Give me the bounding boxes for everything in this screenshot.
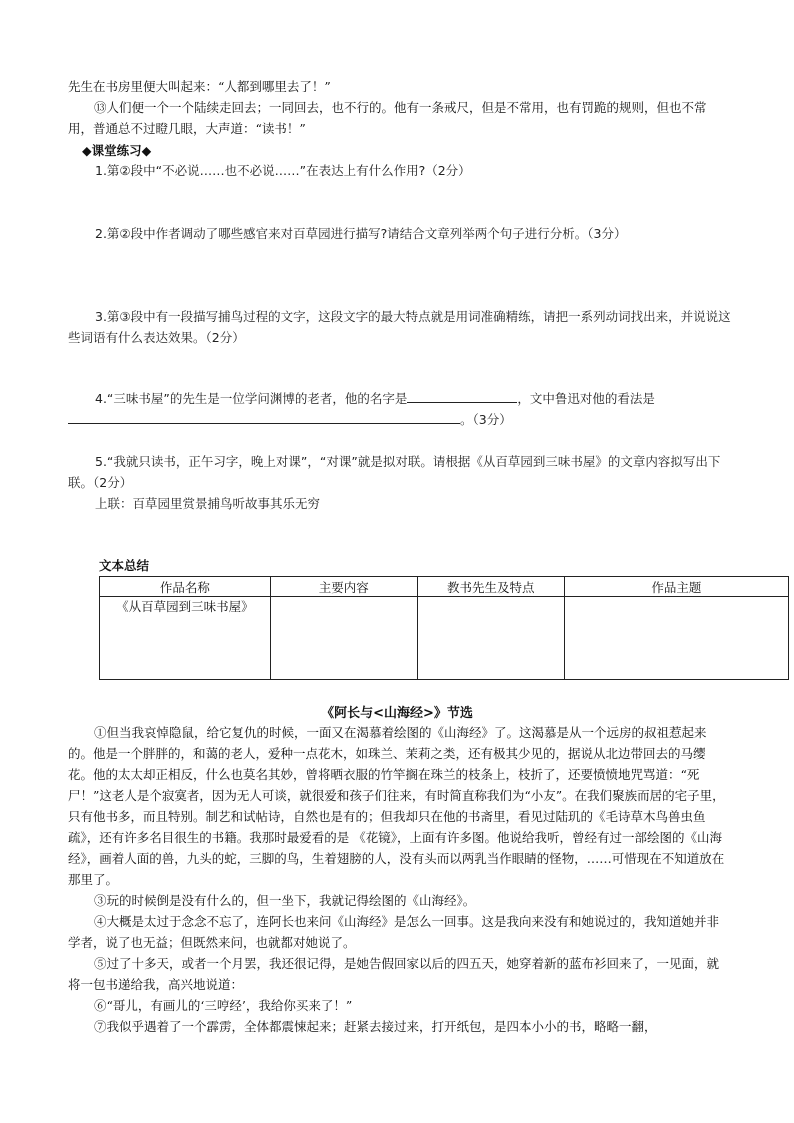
question-4-text-c: 。（3分） (460, 412, 512, 427)
summary-table-header-row (100, 577, 789, 597)
cell-theme[interactable] (564, 597, 788, 680)
paragraph-13: ⑬人们便一个一个陆续走回去；一同回去，也不行的。他有一条戒尺，但是不常用，也有罚跪的规则，但也不常用，普通总不过瞪几眼，大声道：“读书！” (68, 100, 707, 136)
passage-title: 《阿长与<山海经>》节选 (321, 706, 473, 721)
question-4-text-a: 4.“三味书屋”的先生是一位学问渊博的老者，他的名字是 (95, 391, 408, 406)
text-line-1: 先生在书房里便大叫起来：“人都到哪里去了！” (68, 79, 331, 94)
couplet-upper-line: 上联：百草园里赏景捕鸟听故事其乐无穷 (95, 496, 321, 511)
header-theme: 作品主题 (564, 577, 788, 597)
passage-paragraph-6: ⑥“哥儿，有画儿的‘三哼经’，我给你买来了！” (94, 998, 353, 1013)
summary-heading: 文本总结 (99, 558, 150, 573)
cell-work-name: 《从百草园到三味书屋》 (100, 597, 271, 680)
passage-paragraph-1: ①但当我哀悼隐鼠，给它复仇的时候，一面又在渴慕着绘图的《山海经》了。这渴慕是从一个远房的叔祖惹起来的。他是一个胖胖的，和蔼的老人，爱种一点花木，如珠兰、茉莉之类，还有极其少见的，据说从北边带回去的马缨花。他的太太却正相反，什么也莫名其妙，曾将晒衣服的竹竿搁在珠兰的枝条上，枝折了，还要愤愤地咒骂道：“死尸！”这老人是个寂寞者，因为无人可谈，就很爱和孩子们往来，有时简直称我们为“小友”。在我们聚族而居的宅子里，只有他书多，而且特别。制艺和试帖诗，自然也是有的；但我却只在他的书斋里，看见过陆玑的《毛诗草木鸟兽虫鱼疏》，还有许多名目很生的书籍。我那时最爱看的是 《花镜》，上面有许多图。他说给我听，曾经有过一部绘图的《山海经》，画着人面的兽，九头的蛇，三脚的鸟，生着翅膀的人，没有头而以两乳当作眼睛的怪物，……可惜现在不知道放在那里了。 (68, 725, 725, 887)
summary-table (99, 576, 789, 680)
teacher-opinion-blank[interactable] (68, 409, 460, 424)
header-main-content: 主要内容 (270, 577, 417, 597)
passage-paragraph-4: ④大概是太过于念念不忘了，连阿长也来问《山海经》是怎么一回事。这是我向来没有和她说过的，我知道她并非学者，说了也无益；但既然来问，也就都对她说了。 (68, 914, 720, 950)
cell-main-content[interactable] (270, 597, 417, 680)
summary-table-row (100, 597, 789, 680)
passage-paragraph-5: ⑤过了十多天，或者一个月罢，我还很记得，是她告假回家以后的四五天，她穿着新的蓝布衫回来了，一见面，就将一包书递给我，高兴地说道： (68, 956, 720, 992)
question-3: 3.第③段中有一段描写捕鸟过程的文字，这段文字的最大特点就是用词准确精练，请把一系列动词找出来，并说说这些词语有什么表达效果。（2分） (68, 309, 731, 345)
header-work-name: 作品名称 (100, 577, 271, 597)
question-5: 5.“我就只读书，正午习字，晚上对课”，“对课”就是拟对联。请根据《从百草园到三味书屋》的文章内容拟写出下联。（2分） (68, 454, 721, 490)
header-teacher: 教书先生及特点 (417, 577, 564, 597)
question-4-text-b: ，文中鲁迅对他的看法是 (517, 391, 655, 406)
question-1: 1.第②段中“不必说……也不必说……”在表达上有什么作用?（2分） (95, 163, 471, 178)
cell-teacher[interactable] (417, 597, 564, 680)
passage-paragraph-7: ⑦我似乎遇着了一个霹雳，全体都震悚起来；赶紧去接过来，打开纸包，是四本小小的书，略略一翻， (94, 1019, 657, 1034)
passage-paragraph-3: ③玩的时候倒是没有什么的，但一坐下，我就记得绘图的《山海经》。 (94, 893, 476, 908)
practice-heading: ◆课堂练习◆ (82, 143, 152, 158)
question-4 (68, 388, 732, 430)
teacher-name-blank[interactable] (407, 388, 517, 403)
question-2: 2.第②段中作者调动了哪些感官来对百草园进行描写?请结合文章列举两个句子进行分析。（3分） (95, 226, 627, 241)
